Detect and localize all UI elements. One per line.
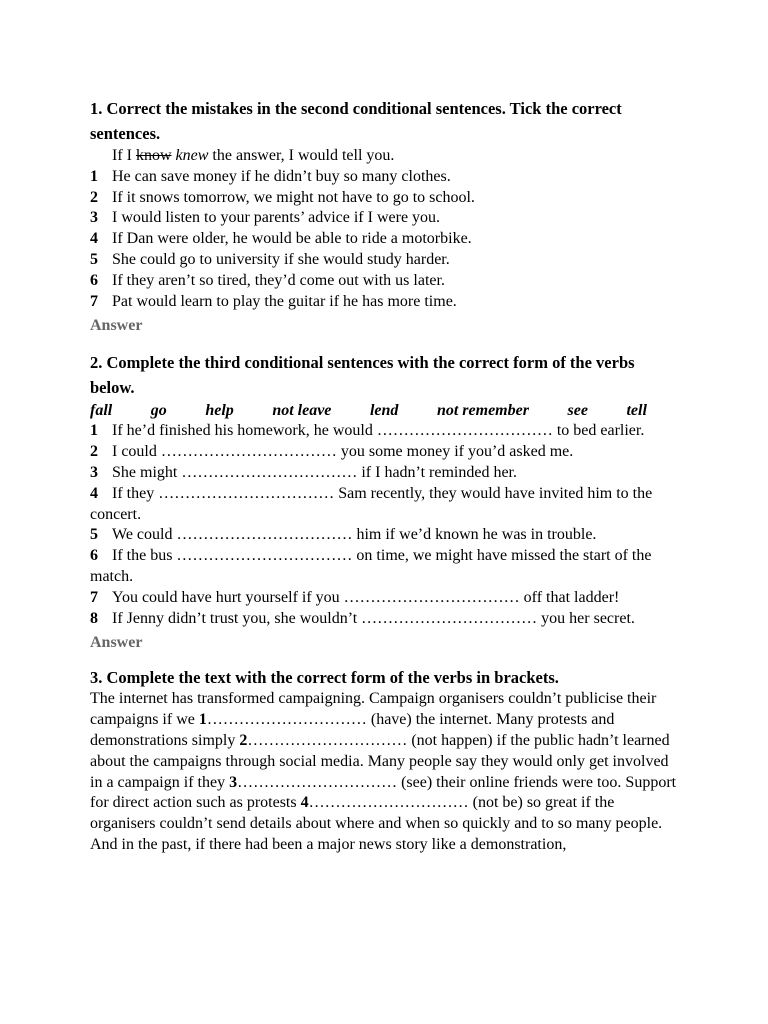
struck-word: know (135, 147, 172, 164)
item-number: 4 (90, 230, 98, 248)
item-text: If it snows tomorrow, we might not have to go to school. (112, 188, 475, 206)
gap-number-3: 3 (229, 773, 238, 791)
exercise-3-text (90, 689, 680, 855)
item-number: 1 (90, 422, 98, 440)
item-number: 7 (90, 588, 98, 606)
list-item (90, 609, 678, 630)
text-part-1: The internet has transformed campaigning. Campaign organisers couldn’t publicise their campaigns if we (90, 690, 657, 729)
verb-option: go (150, 402, 167, 420)
exercise-3 (90, 667, 678, 855)
text-part-3: ………………………… (not happen) if the public hadn’t learned about the campaigns through social media. Many people say they would only get involved in a campaign if they (90, 731, 670, 791)
item-number: 3 (90, 463, 98, 481)
text-part-2: ………………………… (have) the internet. Many protests and demonstrations simply (90, 711, 615, 749)
list-item (90, 250, 678, 271)
list-item (90, 546, 678, 588)
item-number: 6 (90, 547, 98, 565)
item-text: If he’d finished his homework, he would …………………………… to bed earlier. (112, 422, 645, 440)
verb-option: see (567, 402, 588, 420)
verb-option: lend (369, 402, 399, 420)
verb-box (90, 400, 647, 421)
exercise-1-list (90, 167, 678, 313)
exercise-2-list (90, 421, 678, 629)
verb-option: not remember (436, 402, 529, 420)
item-number: 5 (90, 250, 98, 268)
item-number: 2 (90, 443, 98, 461)
list-item (90, 229, 678, 250)
item-text: If they …………………………… Sam recently, they would have invited him to the concert. (90, 484, 653, 523)
item-number: 8 (90, 609, 98, 627)
gap-number-4: 4 (300, 794, 309, 812)
item-text: Pat would learn to play the guitar if he has more time. (112, 292, 457, 310)
exercise-1-heading: 1. Correct the mistakes in the second conditional sentences. Tick the correct sentences. (90, 99, 622, 143)
list-item (90, 271, 678, 292)
list-item (90, 292, 678, 313)
item-text: If they aren’t so tired, they’d come out with us later. (112, 271, 445, 289)
item-text: I could …………………………… you some money if you’d asked me. (112, 443, 574, 461)
worksheet (90, 96, 678, 856)
item-text: If the bus …………………………… on time, we might have missed the start of the match. (90, 547, 652, 585)
item-text: She might …………………………… if I hadn’t reminded her. (112, 463, 517, 481)
exercise-1 (90, 96, 678, 338)
item-number: 7 (90, 292, 98, 310)
example-after: the answer, I would tell you. (208, 147, 395, 164)
gap-number-2: 2 (239, 731, 248, 749)
verb-option: not leave (272, 402, 332, 420)
item-number: 6 (90, 271, 98, 289)
item-number: 4 (90, 484, 98, 502)
list-item (90, 588, 678, 609)
item-text: We could …………………………… him if we’d known he was in trouble. (112, 526, 597, 544)
example-sentence (90, 146, 678, 167)
example-before: If I (112, 147, 136, 164)
exercise-3-heading: 3. Complete the text with the correct form of the verbs in brackets. (90, 668, 559, 688)
list-item (90, 484, 678, 526)
correction-word: knew (175, 147, 209, 164)
item-text: She could go to university if she would study harder. (112, 250, 450, 268)
text-part-4: ………………………… (see) their online friends were too. Support for direct action such as protests (90, 773, 677, 812)
verb-option: fall (90, 402, 113, 420)
item-text: He can save money if he didn’t buy so many clothes. (112, 167, 451, 185)
verb-option: tell (626, 402, 647, 420)
list-item (90, 208, 678, 229)
item-text: If Jenny didn’t trust you, she wouldn’t …………………………… you her secret. (112, 609, 635, 627)
item-number: 5 (90, 526, 98, 544)
list-item (90, 188, 678, 209)
item-number: 1 (90, 167, 98, 185)
list-item (90, 442, 678, 463)
item-text: I would listen to your parents’ advice if I were you. (112, 209, 441, 227)
answer-link-2[interactable]: Answer (90, 634, 143, 652)
exercise-2 (90, 350, 678, 655)
item-text: You could have hurt yourself if you …………………………… off that ladder! (112, 588, 620, 606)
item-number: 2 (90, 188, 98, 206)
item-text: If Dan were older, he would be able to ride a motorbike. (112, 230, 472, 248)
list-item (90, 463, 678, 484)
list-item (90, 167, 678, 188)
item-number: 3 (90, 209, 98, 227)
list-item (90, 421, 678, 442)
answer-link-1[interactable]: Answer (90, 317, 143, 335)
exercise-2-heading: 2. Complete the third conditional sentences with the correct form of the verbs below. (90, 353, 635, 398)
gap-number-1: 1 (198, 711, 207, 729)
list-item (90, 525, 678, 546)
verb-option: help (205, 402, 234, 420)
text-part-5: ………………………… (not be) so great if the organisers couldn’t send details about where and when so quickly and to so many people. And in the past, if there had been a major news story like a demonstration, (90, 794, 663, 853)
